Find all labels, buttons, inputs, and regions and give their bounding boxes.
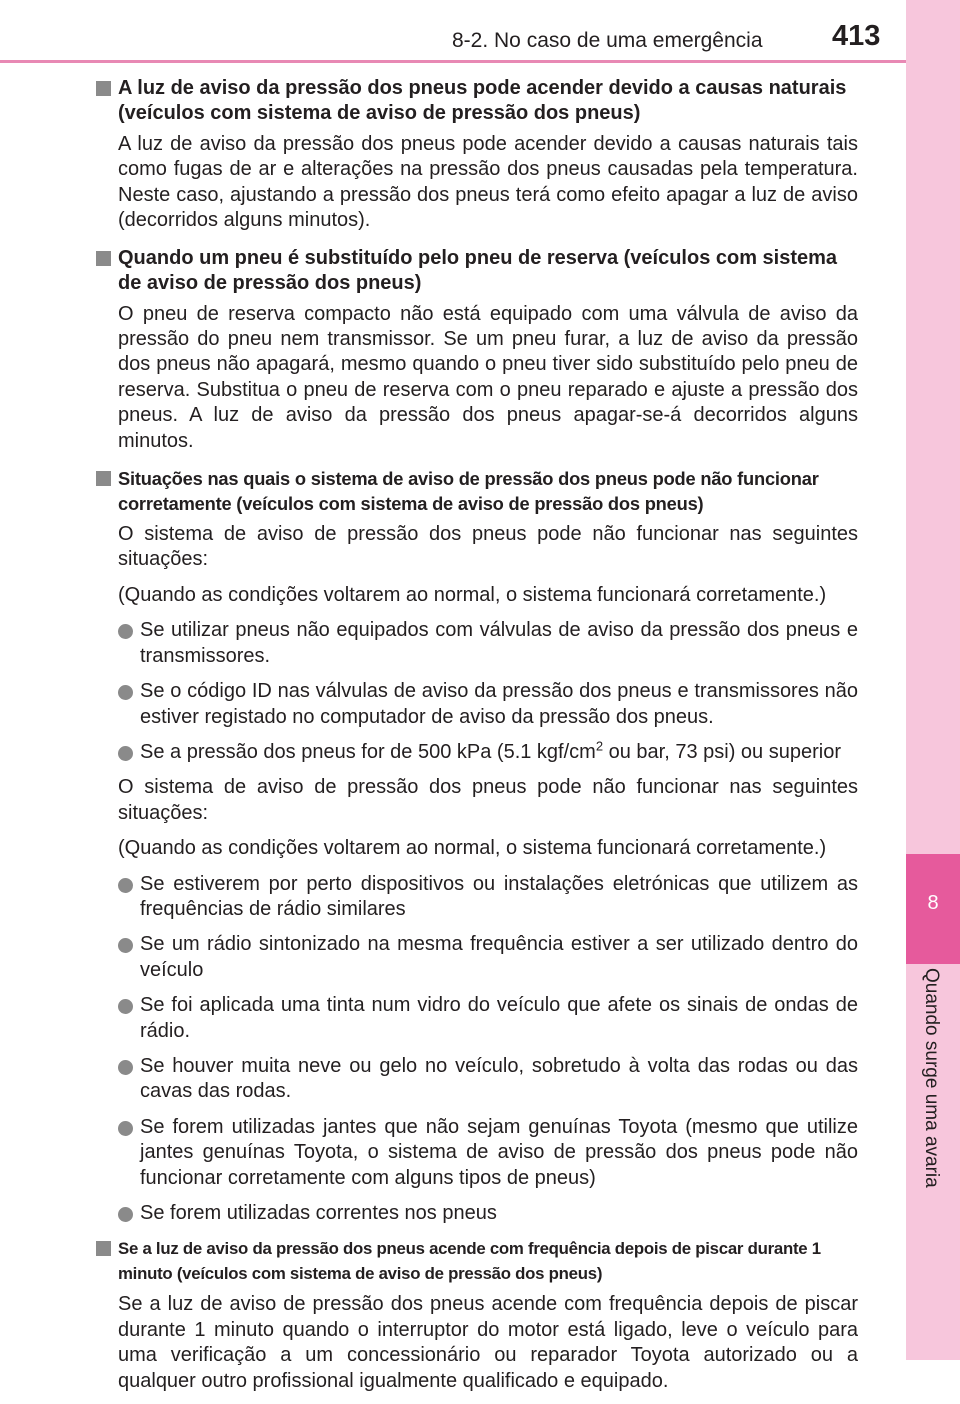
paragraph: Se a luz de aviso de pressão dos pneus acende com frequência depois de piscar durante 1 minuto quando o interruptor do motor está ligado, leve o veículo para uma verificação a um concessionário ou reparador Toyota autorizado ou a qualquer outro profissional igualmente qualificado e equipado. (118, 1293, 858, 1392)
paragraph-note: (Quando as condições voltarem ao normal, o sistema funcionará corretamente.) (118, 837, 827, 860)
list-item (118, 679, 858, 730)
paragraph-note: (Quando as condições voltarem ao normal, o sistema funcionará corretamente.) (118, 583, 827, 606)
superscript: 2 (595, 738, 604, 754)
list-item (118, 993, 858, 1044)
list-item-text: Se forem utilizadas jantes que não sejam genuínas Toyota (mesmo que utilize jantes genuínas Toyota, o sistema de aviso de pressão dos pneus pode não funcionar corretamente com alguns tipos de pneus) (140, 1115, 858, 1189)
round-bullet-icon (118, 938, 133, 953)
list-item-text-before: Se a pressão dos pneus for de 500 kPa (5.1 kgf/cm (140, 740, 596, 763)
square-bullet-icon (96, 251, 111, 266)
round-bullet-icon (118, 624, 133, 639)
section-heading (96, 76, 858, 126)
header-rule (0, 60, 906, 63)
list-item (118, 618, 858, 669)
list-item (118, 1054, 858, 1105)
round-bullet-icon (118, 746, 133, 761)
round-bullet-icon (118, 1207, 133, 1222)
page-number: 413 (832, 20, 881, 52)
round-bullet-icon (118, 1121, 133, 1136)
section-heading-text: Quando um pneu é substituído pelo pneu de reserva (veículos com sistema de aviso de pressão dos pneus) (118, 246, 838, 294)
section-heading (96, 1236, 858, 1286)
list-item-text: Se um rádio sintonizado na mesma frequência estiver a ser utilizado dentro do veículo (140, 933, 858, 981)
round-bullet-icon (118, 999, 133, 1014)
round-bullet-icon (118, 1060, 133, 1075)
section-heading-text: Se a luz de aviso da pressão dos pneus acende com frequência depois de piscar durante 1 minuto (veículos com sistema de aviso de pressão dos pneus) (118, 1239, 821, 1284)
chapter-title: Quando surge uma avaria (921, 968, 942, 1188)
list-item-text: Se foi aplicada uma tinta num vidro do veículo que afete os sinais de ondas de rádio. (140, 994, 858, 1042)
section-heading-text: A luz de aviso da pressão dos pneus pode acender devido a causas naturais (veículos com sistema de aviso de pressão dos pneus) (118, 77, 847, 124)
list-item-text: Se o código ID nas válvulas de aviso da pressão dos pneus e transmissores não estiver registado no computador de aviso da pressão dos pneus. (140, 680, 858, 728)
round-bullet-icon (118, 685, 133, 700)
square-bullet-icon (96, 1241, 111, 1256)
page-content (96, 76, 858, 1404)
list-item (118, 740, 858, 765)
list-item-text: Se estiverem por perto dispositivos ou instalações eletrónicas que utilizem as frequências de rádio similares (140, 872, 858, 920)
list-item-text: Se houver muita neve ou gelo no veículo, sobretudo à volta das rodas ou das cavas das rodas. (140, 1054, 858, 1103)
section-heading (96, 466, 858, 516)
paragraph: O pneu de reserva compacto não está equipado com uma válvula de aviso da pressão do pneu nem transmissor. Se um pneu furar, a luz de aviso da pressão dos pneus não apagará, mesmo quando o pneu tiver sido substituído pelo pneu de reserva. Substitua o pneu de reserva com o pneu reparado e ajuste a pressão dos pneus. A luz de aviso da pressão dos pneus apagar-se-á decorridos alguns minutos. (118, 302, 858, 452)
list-item (118, 1201, 858, 1226)
list-item (118, 1115, 858, 1191)
chapter-number: 8 (927, 892, 939, 914)
list-item (118, 932, 858, 983)
paragraph: O sistema de aviso de pressão dos pneus pode não funcionar nas seguintes situações: (118, 523, 858, 571)
paragraph: A luz de aviso da pressão dos pneus pode acender devido a causas naturais tais como fugas de ar e alterações na pressão dos pneus causadas pela temperatura. Neste caso, ajustando a pressão dos pneus terá como efeito apagar a luz de aviso (decorridos alguns minutos). (118, 133, 858, 232)
list-item-text: Se utilizar pneus não equipados com válvulas de aviso da pressão dos pneus e transmissores. (140, 619, 858, 667)
round-bullet-icon (118, 878, 133, 893)
list-item-text: Se forem utilizadas correntes nos pneus (140, 1202, 497, 1224)
square-bullet-icon (96, 81, 111, 96)
header-section-title: 8-2. No caso de uma emergência (452, 29, 763, 52)
section-heading-text: Situações nas quais o sistema de aviso de pressão dos pneus pode não funcionar corretamente (veículos com sistema de aviso de pressão dos pneus) (118, 468, 819, 515)
list-item (118, 872, 858, 923)
square-bullet-icon (96, 471, 111, 486)
paragraph: O sistema de aviso de pressão dos pneus pode não funcionar nas seguintes situações: (118, 776, 858, 824)
list-item-text-after: ou bar, 73 psi) ou superior (603, 740, 841, 763)
section-heading (96, 246, 858, 296)
